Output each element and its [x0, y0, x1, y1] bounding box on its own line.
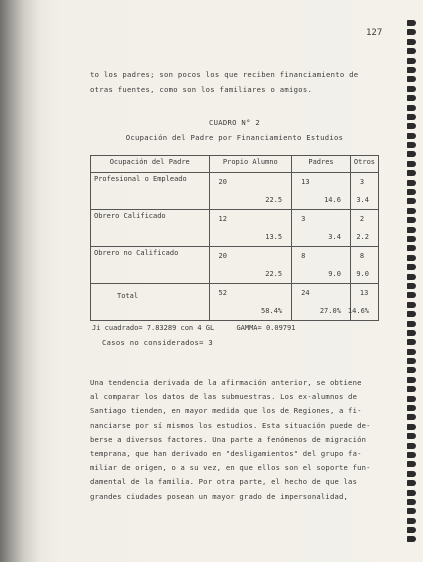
header-own-student: Propio Alumno: [209, 156, 292, 173]
header-occupation: Ocupación del Padre: [91, 156, 210, 173]
count: 20: [218, 252, 227, 260]
spiral-coil: [407, 114, 416, 120]
spiral-coil: [407, 217, 416, 223]
spiral-coil: [407, 471, 416, 477]
spiral-coil: [407, 452, 416, 458]
spiral-coil: [407, 105, 416, 111]
spiral-coil: [407, 180, 416, 186]
excluded-cases: Casos no considerados= 3: [102, 338, 214, 347]
spiral-coil: [407, 321, 416, 327]
spiral-coil: [407, 443, 416, 449]
paragraph-line: Una tendencia derivada de la afirmación anterior, se obtiene: [90, 378, 362, 387]
paragraph-line: grandes ciudades posean un mayor grado de impersonalidad,: [90, 491, 349, 501]
count: 3: [359, 178, 365, 186]
row-label: Obrero Calificado: [91, 210, 210, 247]
spiral-coil: [407, 245, 416, 251]
count: 52: [218, 289, 227, 297]
spiral-coil: [407, 349, 416, 355]
paragraph-line: Santiago tienden, en mayor medida que los de Regiones, a fi-: [90, 406, 362, 416]
percent: 22.5: [265, 196, 283, 204]
spiral-coil: [407, 189, 416, 195]
spiral-coil: [407, 274, 416, 280]
paragraph-line: miliar de origen, o a su vez, en que ellos son el soporte fun-: [90, 463, 371, 473]
percent: 9.0: [356, 270, 369, 278]
spiral-coil: [407, 414, 416, 420]
gamma: GAMMA= 0.09791: [236, 324, 296, 332]
spiral-coil: [407, 95, 416, 101]
percent: 9.0: [328, 270, 341, 278]
spiral-coil: [407, 499, 416, 505]
spiral-coil: [407, 76, 416, 82]
spiral-coil: [407, 424, 416, 430]
percent: 27.0%: [319, 307, 341, 315]
count: 13: [301, 178, 310, 186]
spiral-coil: [407, 292, 416, 298]
table-number: CUADRO N° 2: [209, 118, 260, 127]
spiral-coil: [407, 20, 416, 26]
spiral-coil: [407, 67, 416, 73]
count: 13: [359, 289, 369, 297]
row-label: Profesional o Empleado: [91, 173, 210, 210]
spiral-binding: [407, 20, 421, 560]
spiral-coil: [407, 208, 416, 214]
percent: 3.4: [356, 196, 369, 204]
spiral-coil: [407, 161, 416, 167]
spiral-coil: [407, 386, 416, 392]
spiral-coil: [407, 396, 416, 402]
intro-line-1: to los padres; son pocos los que reciben financiamiento de: [90, 70, 359, 79]
spiral-coil: [407, 302, 416, 308]
spiral-coil: [407, 151, 416, 157]
spiral-coil: [407, 29, 416, 35]
row-label: Total: [91, 284, 210, 321]
count: 24: [301, 289, 310, 297]
count: 8: [301, 252, 306, 260]
spiral-coil: [407, 339, 416, 345]
spiral-coil: [407, 133, 416, 139]
header-parents: Padres: [292, 156, 351, 173]
percent: 3.4: [328, 233, 341, 241]
count: 2: [359, 215, 365, 223]
spiral-coil: [407, 170, 416, 176]
percent: 14.6%: [347, 307, 369, 315]
percent: 22.5: [265, 270, 283, 278]
table-row: [91, 173, 379, 210]
percent: 2.2: [356, 233, 369, 241]
spiral-coil: [407, 480, 416, 486]
spiral-coil: [407, 227, 416, 233]
spiral-coil: [407, 536, 416, 542]
spiral-coil: [407, 142, 416, 148]
table-row: [91, 210, 379, 247]
table-title: Ocupación del Padre por Financiamiento Estudios: [125, 133, 344, 142]
chi-square: Ji cuadrado= 7.83289 con 4 GL: [92, 324, 215, 332]
paragraph-line: damental de la familia. Por otra parte, el hecho de que las: [90, 477, 358, 487]
spiral-coil: [407, 490, 416, 496]
count: 8: [359, 252, 365, 260]
row-label: Obrero no Calificado: [91, 247, 210, 284]
spiral-coil: [407, 433, 416, 439]
spiral-coil: [407, 527, 416, 533]
paragraph-line: temprana, que han derivado en "desligamientos" del grupo fa-: [90, 449, 362, 459]
count: 3: [301, 215, 306, 223]
spiral-coil: [407, 39, 416, 45]
paragraph-line: berse a diversos factores. Una parte a fenómenos de migración: [90, 434, 367, 444]
spiral-coil: [407, 358, 416, 364]
intro-line-2: otras fuentes, como son los familiares o amigos.: [90, 85, 313, 94]
percent: 58.4%: [261, 307, 283, 315]
count: 12: [218, 215, 227, 223]
stats-line: [92, 324, 295, 332]
table-row-total: [91, 284, 379, 321]
spiral-coil: [407, 311, 416, 317]
spiral-coil: [407, 405, 416, 411]
percent: 13.5: [265, 233, 283, 241]
paragraph-line: nanciarse por sí mismos los estudios. Esta situación puede de-: [90, 420, 371, 430]
paragraph-line: al comparar los datos de las submuestras. Los ex-alumnos de: [90, 392, 358, 402]
spiral-coil: [407, 198, 416, 204]
spiral-coil: [407, 461, 416, 467]
spiral-coil: [407, 48, 416, 54]
header-others: Otros: [350, 156, 378, 173]
spiral-coil: [407, 123, 416, 129]
spiral-coil: [407, 367, 416, 373]
spiral-coil: [407, 86, 416, 92]
table-row: [91, 247, 379, 284]
spiral-coil: [407, 236, 416, 242]
page-number: 127: [366, 28, 383, 38]
spiral-coil: [407, 264, 416, 270]
percent: 14.6: [324, 196, 341, 204]
spiral-coil: [407, 377, 416, 383]
spiral-coil: [407, 508, 416, 514]
count: 20: [218, 178, 227, 186]
data-table: [90, 155, 379, 321]
spiral-coil: [407, 330, 416, 336]
spiral-coil: [407, 518, 416, 524]
spiral-coil: [407, 283, 416, 289]
body-paragraph: [90, 376, 376, 504]
table-header-row: [91, 156, 379, 173]
spiral-coil: [407, 58, 416, 64]
spiral-coil: [407, 255, 416, 261]
